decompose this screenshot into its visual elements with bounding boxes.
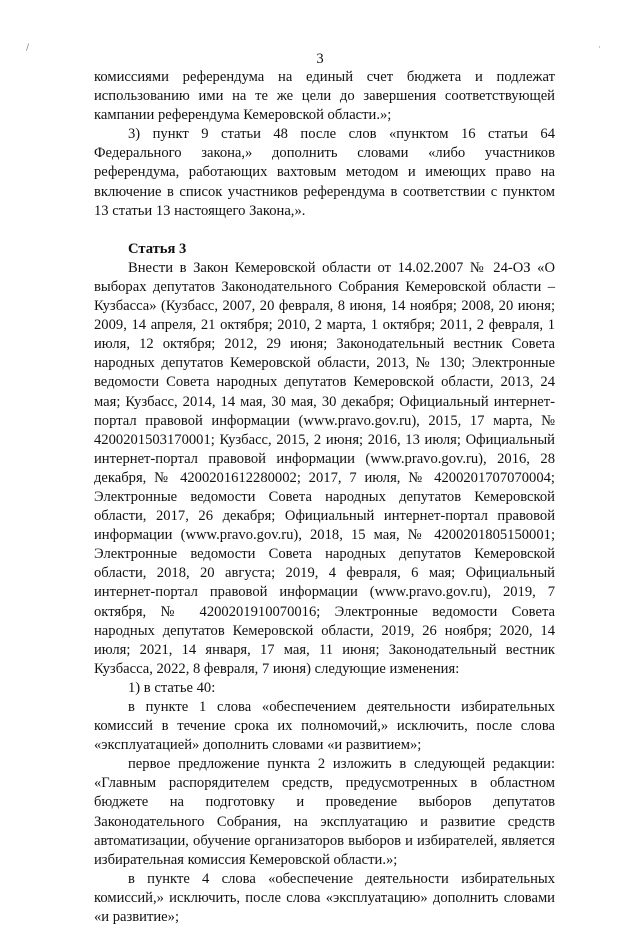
paragraph-item-1: 1) в статье 40: bbox=[128, 679, 216, 696]
paragraph-point-4: в пункте 4 слова «обеспечение деятельности избирательных комиссий,» исключить, после слова «эксплуатацию» дополнить словами «и развитие»; bbox=[94, 870, 555, 926]
document-body bbox=[94, 68, 555, 927]
paragraph-point-2: первое предложение пункта 2 изложить в следующей редакции: «Главным распорядителем средств, предусмотренных в областном бюджете на подготовку и проведение выборов депутатов Законодательного Собрания, на эксплуатацию и развитие средств автоматизации, обучение организаторов выборов и избирателей, является избирательная комиссия Кемеровской области.»; bbox=[94, 756, 555, 868]
paragraph-item-3: 3) пункт 9 статьи 48 после слов «пунктом 16 статьи 64 Федерального закона,» дополнить словами «либо участников референдума, работающих вахтовым методом и имеющих право на включение в список участников референдума в соответствии с пунктом 13 статьи 13 настоящего Закона,». bbox=[94, 126, 555, 219]
scan-mark-right: · bbox=[598, 43, 601, 53]
paragraph-continuation: комиссиями референдума на единый счет бюджета и подлежат использованию ими на те же цели до завершения соответствующей кампании референдума Кемеровской области.»; bbox=[94, 69, 555, 124]
paragraph-article-intro: Внести в Закон Кемеровской области от 14.02.2007 № 24-ОЗ «О выборах депутатов Законодательного Собрания Кемеровской области – Кузбасса» (Кузбасс, 2007, 20 февраля, 8 июня, 14 ноября; 2008, 20 июня; 2009, 14 апреля, 21 октября; 2010, 2 марта, 1 октября; 2011, 2 февраля, 1 июля, 12 октября; 2012, 29 июня; Законодательный вестник Совета народных депутатов Кемеровской области, 2013, № 130; Электронные ведомости Совета народных депутатов Кемеровской области, 2013, 24 мая; Кузбасс, 2014, 14 мая, 30 мая, 30 декабря; Официальный интернет-портал правовой информации (www.pravo.gov.ru), 2015, 17 марта, № 4200201503170001; Кузбасс, 2015, 2 июня; 2016, 13 июля; Официальный интернет-портал правовой информации (www.pravo.gov.ru), 2016, 28 декабря, № 4200201612280002; 2017, 7 июля, № 4200201707070004; Электронные ведомости Совета народных депутатов Кемеровской области, 2017, 26 декабря; Официальный интернет-портал правовой информации (www.pravo.gov.ru), 2018, 15 мая, № 4200201805150001; Электронные ведомости Совета народных депутатов Кемеровской области, 2018, 20 августа; 2019, 4 февраля, 6 мая; Официальный интернет-портал правовой информации (www.pravo.gov.ru), 2019, 7 октября, № 4200201910070016; Электронные ведомости Совета народных депутатов Кемеровской области, 2019, 26 ноября; 2020, 14 июля; 2021, 14 января, 17 мая, 11 июня; Законодательный вестник Кузбасса, 2022, 8 февраля, 7 июня) следующие изменения: bbox=[94, 259, 555, 677]
scan-mark-left: / bbox=[26, 43, 30, 53]
paragraph-point-1: в пункте 1 слова «обеспечением деятельности избирательных комиссий в течение срока их полномочий,» исключить, после слова «эксплуатацией» дополнить словами «и развитием»; bbox=[94, 699, 555, 754]
page-number: 3 bbox=[316, 51, 324, 67]
article-heading: Статья 3 bbox=[128, 240, 187, 257]
